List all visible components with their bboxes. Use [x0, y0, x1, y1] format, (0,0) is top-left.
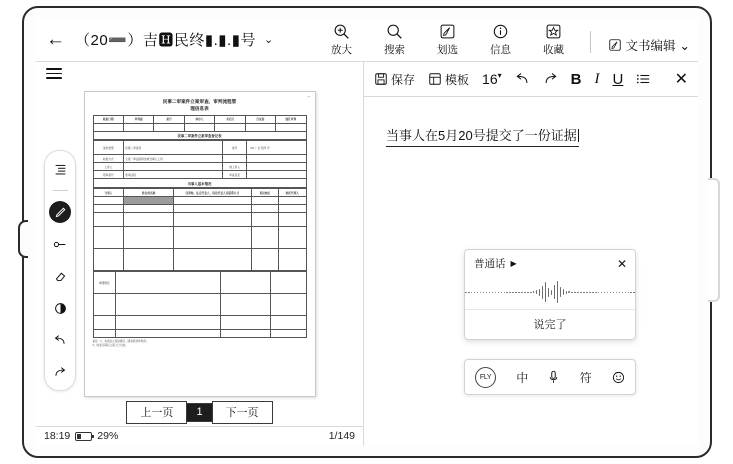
template-button[interactable] [428, 71, 469, 88]
back-arrow-icon[interactable]: ← [46, 29, 65, 50]
header-value [93, 123, 123, 131]
cell [220, 294, 270, 316]
row-value [247, 171, 306, 179]
row-label: 审理情况 [93, 272, 115, 294]
cell [124, 227, 174, 249]
row-label: 收案方式 [93, 155, 124, 163]
clock-label: 18:19 [44, 430, 71, 443]
star-icon [545, 22, 562, 41]
document-edit-icon [608, 38, 622, 52]
form-section-1-table [93, 140, 307, 179]
highlight-button[interactable] [429, 22, 467, 57]
zoom-in-button[interactable] [323, 22, 361, 57]
redo-button[interactable] [543, 72, 558, 86]
cell [251, 197, 278, 205]
pen-tool[interactable] [49, 201, 71, 223]
cell [174, 249, 252, 271]
cell [115, 272, 220, 294]
font-size-caret: ▾ [497, 71, 502, 80]
page-counter-label: 1/149 [328, 430, 355, 443]
cell [270, 316, 306, 330]
cell [115, 316, 220, 330]
document-edit-mode-button[interactable] [608, 36, 691, 57]
cell [270, 294, 306, 316]
row-label [93, 294, 115, 316]
form-header-table [93, 115, 307, 132]
toolbar-divider [53, 190, 68, 191]
cell [270, 330, 306, 338]
cell [220, 272, 270, 294]
microphone-icon[interactable] [548, 370, 559, 384]
header-cell: 独任审判 [276, 115, 306, 123]
form-title-line-2: 理信息表 [190, 105, 209, 111]
ime-keyboard-bar [464, 359, 636, 395]
form-section-2-title: 当事人基本情况 [93, 179, 307, 188]
cell [174, 227, 252, 249]
form-note-2: 2、收案日期以立案之日为准。 [92, 344, 128, 348]
col-header: 委托代理人 [279, 189, 306, 197]
undo-button[interactable] [515, 72, 530, 86]
form-section-3-table [93, 271, 307, 338]
cell [93, 205, 124, 213]
outline-tool[interactable] [49, 158, 71, 180]
row-label: 原审案号 [93, 171, 124, 179]
favorite-button[interactable] [535, 22, 573, 57]
main-body [36, 62, 698, 446]
document-viewer-pane [36, 62, 364, 446]
viewer-header [36, 62, 363, 85]
prev-page-button[interactable]: 上一页 [126, 401, 187, 424]
voice-done-button[interactable]: 说完了 [533, 319, 567, 331]
header-cell: 收案日期 [93, 115, 123, 123]
voice-language-label[interactable]: 普通话 [474, 258, 506, 270]
header-cell: 承办人 [184, 115, 214, 123]
form-note-1: 备注：1、本表由立案庭填写，随卷移送审判庭； [92, 340, 149, 344]
close-editor-button[interactable]: ✕ [674, 71, 688, 88]
redo-tool[interactable] [49, 361, 71, 383]
device-screen [36, 18, 698, 446]
bold-button[interactable] [571, 71, 582, 88]
status-bar [36, 426, 363, 446]
row-value: 民事二审案件 [124, 141, 223, 155]
save-icon [374, 72, 388, 86]
header-value [154, 123, 184, 131]
top-tool-group [323, 22, 695, 57]
header-value [245, 123, 275, 131]
toolbar-divider [590, 31, 591, 53]
cell [124, 205, 174, 213]
play-icon[interactable]: ▶ [510, 259, 517, 268]
col-header: 住所地、法定代表人、诉讼代表人及联系方式 [174, 189, 252, 197]
emoji-icon[interactable] [612, 371, 625, 384]
header-value [123, 123, 153, 131]
current-page-indicator[interactable]: 1 [187, 403, 211, 422]
cell [251, 249, 278, 271]
undo-tool[interactable] [49, 329, 71, 351]
italic-button[interactable] [594, 71, 599, 88]
next-page-button[interactable]: 下一页 [212, 401, 273, 424]
cell [251, 213, 278, 227]
info-label: 信息 [490, 44, 511, 56]
audio-waveform [465, 275, 635, 310]
eraser-tool[interactable] [49, 265, 71, 287]
document-edit-label: 文书编辑 [625, 39, 676, 53]
editor-canvas[interactable] [364, 97, 698, 446]
cell [124, 213, 174, 227]
row-label: 上诉人 [93, 163, 124, 171]
cell [220, 330, 270, 338]
header-value [215, 123, 245, 131]
page-corner-icon: ⌐ [307, 93, 311, 100]
row-label: 案号 [223, 141, 247, 155]
cell [279, 213, 306, 227]
voice-input-panel [464, 249, 636, 340]
favorite-label: 收藏 [543, 44, 564, 56]
form-section-2-table [93, 188, 307, 271]
col-header: 诉讼地位 [251, 189, 278, 197]
row-label: 案件类型 [93, 141, 124, 155]
font-size-selector[interactable] [482, 71, 502, 87]
header-value [184, 123, 214, 131]
highlight-icon [439, 22, 456, 41]
bullet-list-button[interactable] [636, 72, 651, 86]
row-value: 原审法院 [124, 171, 223, 179]
cell [124, 249, 174, 271]
row-label: 审查意见 [223, 171, 247, 179]
underline-button[interactable] [612, 71, 623, 88]
zoom-in-label: 放大 [331, 44, 352, 56]
row-label: 被上诉人 [223, 163, 247, 171]
row-value: 立案一审法院移送或当事人上诉 [124, 155, 223, 163]
cell [93, 227, 124, 249]
text-caret [578, 129, 579, 142]
page-navigation [36, 397, 363, 426]
cell [270, 272, 306, 294]
voice-panel-header [465, 250, 635, 275]
template-label: 模板 [445, 72, 470, 87]
bold-icon: B [570, 70, 582, 88]
search-button[interactable] [376, 22, 414, 57]
header-cell: 案号 [154, 115, 184, 123]
cell [174, 197, 252, 205]
cell [115, 294, 220, 316]
chevron-down-icon: ⌄ [679, 38, 690, 53]
battery-icon [75, 432, 92, 441]
cell [251, 227, 278, 249]
chevron-down-icon[interactable]: ⌄ [263, 34, 274, 46]
header-cell: 审判庭 [123, 115, 153, 123]
redo-icon [543, 72, 558, 86]
marker-tool[interactable] [49, 233, 71, 255]
cell [93, 197, 124, 205]
cell-redacted [124, 197, 174, 205]
e-reader-device [22, 6, 712, 458]
device-right-bezel [708, 178, 720, 302]
editor-text: 当事人在5月20号提交了一份证据 [386, 128, 577, 143]
search-icon [386, 22, 403, 41]
form-section-1-title: 民事二审案件立案审查登记表 [93, 132, 307, 141]
page-container [36, 85, 363, 397]
hamburger-menu-icon[interactable] [46, 65, 62, 82]
cell [279, 249, 306, 271]
row-value [124, 163, 223, 171]
editor-pane [364, 62, 698, 446]
col-header: 当事人 [93, 189, 124, 197]
symbol-icon[interactable]: 符 [579, 370, 592, 385]
highlight-label: 划选 [437, 44, 458, 56]
row-label [93, 330, 115, 338]
row-value [247, 163, 306, 171]
undo-icon [515, 72, 530, 86]
cell [279, 205, 306, 213]
info-button[interactable] [482, 22, 520, 57]
row-label [223, 155, 247, 163]
battery-percent-label: 29% [97, 430, 119, 443]
annotation-toolbar [44, 150, 76, 391]
save-button[interactable] [374, 71, 415, 88]
info-icon [492, 22, 509, 41]
template-icon [428, 72, 442, 86]
search-label: 搜索 [384, 44, 405, 56]
top-toolbar [36, 18, 698, 62]
cell [251, 205, 278, 213]
document-title: （20➖）吉🅷民终▮.▮.▮号 [75, 32, 256, 49]
cell [115, 330, 220, 338]
fly-logo-icon[interactable]: FLY [475, 367, 496, 388]
cell [174, 213, 252, 227]
row-value: （20 ）吉 民终 号 [247, 141, 306, 155]
cell [174, 205, 252, 213]
cell [279, 227, 306, 249]
header-cell: 书记员 [215, 115, 245, 123]
font-size-value: 16 [482, 71, 498, 87]
header-value [276, 123, 306, 131]
cell [220, 316, 270, 330]
close-icon[interactable]: ✕ [616, 256, 627, 271]
save-label: 保存 [391, 72, 416, 87]
col-header: 姓名或名称 [124, 189, 174, 197]
shade-tool[interactable] [49, 297, 71, 319]
row-label [93, 316, 115, 330]
document-page[interactable] [84, 91, 316, 397]
cell [93, 249, 124, 271]
chinese-mode-icon[interactable]: 中 [516, 370, 529, 385]
header-cell: 合议庭 [245, 115, 275, 123]
underline-icon: U [612, 70, 624, 88]
zoom-in-icon [333, 22, 350, 41]
bullet-list-icon [636, 72, 651, 86]
cell [279, 197, 306, 205]
row-value [247, 155, 306, 163]
editor-text-line[interactable] [386, 125, 579, 147]
italic-icon: I [594, 70, 600, 87]
cell [93, 213, 124, 227]
form-title-line-1: 民事二审案件立案审查、审判流程管 [162, 98, 237, 104]
editor-toolbar [364, 62, 698, 97]
